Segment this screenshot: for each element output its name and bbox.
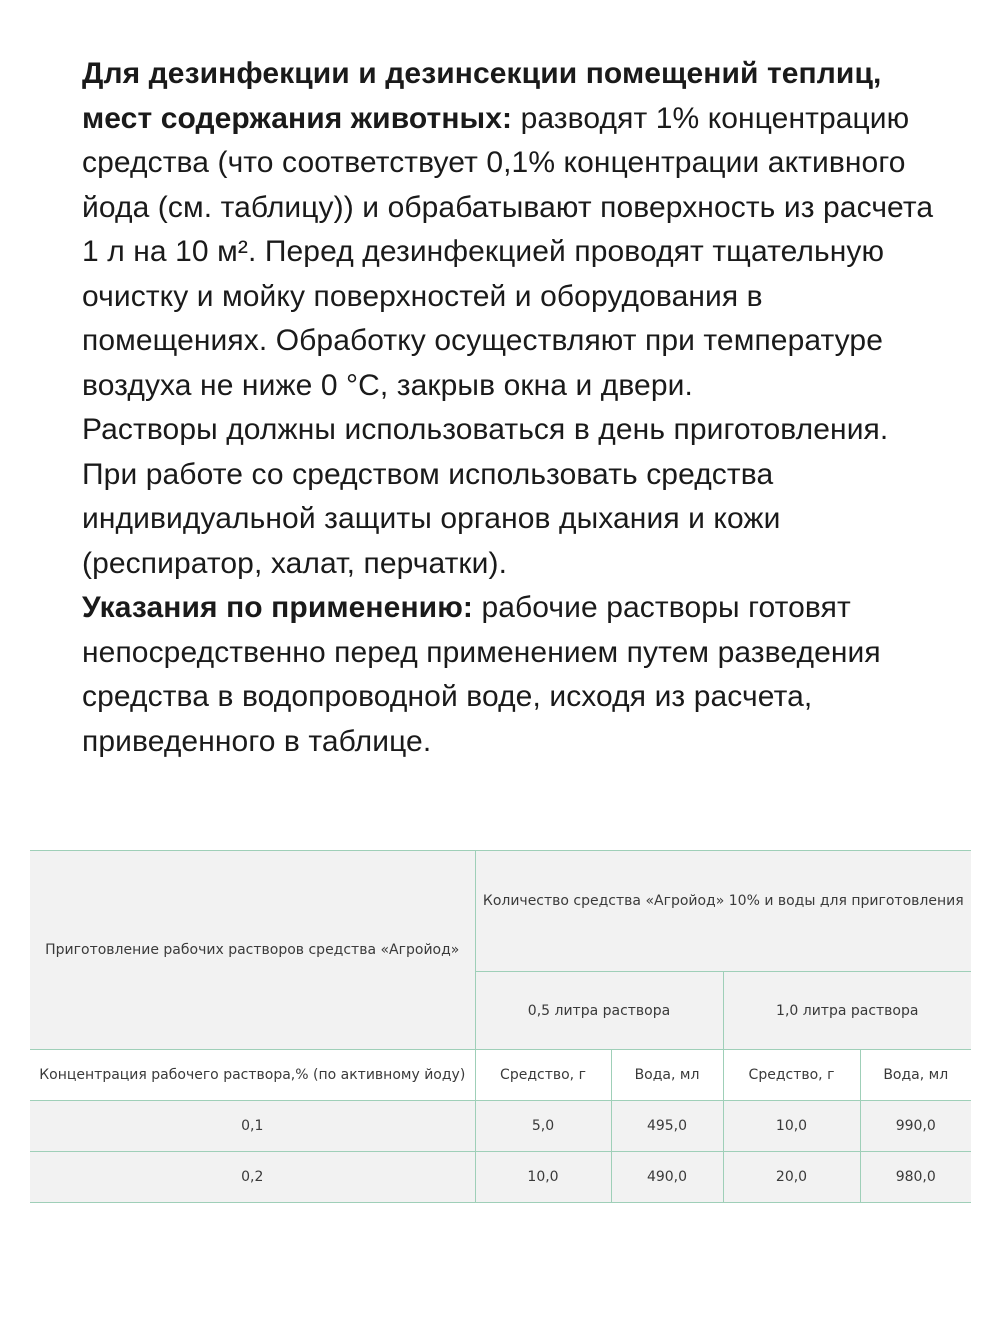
paragraph-solutions <box>82 408 942 586</box>
preparation-table-wrapper <box>30 850 971 1203</box>
table-header-row <box>30 851 971 972</box>
volume-header-one-liter: 1,0 литра раствора <box>723 972 971 1050</box>
cell-water-half: 495,0 <box>611 1101 723 1152</box>
cell-water-half: 490,0 <box>611 1152 723 1203</box>
table-group-header: Количество средства «Агройод» 10% и воды для приготовления <box>475 851 971 972</box>
table-title-cell: Приготовление рабочих растворов средства «Агройод» <box>30 851 475 1050</box>
volume-header-half-liter: 0,5 литра раствора <box>475 972 723 1050</box>
table-row <box>30 1101 971 1152</box>
preparation-table <box>30 850 971 1203</box>
column-header-concentration: Концентрация рабочего раствора,% (по активному йоду) <box>30 1050 475 1101</box>
paragraph-disinfection-body: разводят 1% концентрацию средства (что соответствует 0,1% концентрации активного йода (см. таблицу)) и обрабатывают поверхность из расчета 1 л на 10 м². Перед дезинфекцией проводят тщательную очистку и мойку поверхностей и оборудования в помещениях. Обработку осуществляют при температуре воздуха не ниже 0 °C, закрыв окна и двери. <box>82 101 934 402</box>
paragraph-usage <box>82 586 942 764</box>
cell-agent-half: 5,0 <box>475 1101 611 1152</box>
cell-concentration: 0,2 <box>30 1152 475 1203</box>
paragraph-usage-body: рабочие растворы готовят непосредственно перед применением путем разведения средства в водопроводной воде, исходя из расчета, приведенного в таблице. <box>82 591 881 758</box>
paragraph-usage-heading: Указания по применению: <box>82 591 474 624</box>
cell-agent-one: 20,0 <box>723 1152 860 1203</box>
cell-agent-one: 10,0 <box>723 1101 860 1152</box>
table-column-header-row <box>30 1050 971 1101</box>
cell-concentration: 0,1 <box>30 1101 475 1152</box>
cell-water-one: 980,0 <box>860 1152 971 1203</box>
column-header-water-one: Вода, мл <box>860 1050 971 1101</box>
paragraph-solutions-body: Растворы должны использоваться в день приготовления. При работе со средством использовать средства индивидуальной защиты органов дыхания и кожи (респиратор, халат, перчатки). <box>82 413 889 580</box>
cell-agent-half: 10,0 <box>475 1152 611 1203</box>
table-row <box>30 1152 971 1203</box>
cell-water-one: 990,0 <box>860 1101 971 1152</box>
instructions-text <box>82 52 942 764</box>
paragraph-disinfection-heading: Для дезинфекции и дезинсекции помещений теплиц, мест содержания животных: <box>82 57 882 135</box>
column-header-agent-one: Средство, г <box>723 1050 860 1101</box>
column-header-agent-half: Средство, г <box>475 1050 611 1101</box>
column-header-water-half: Вода, мл <box>611 1050 723 1101</box>
paragraph-disinfection <box>82 52 942 408</box>
